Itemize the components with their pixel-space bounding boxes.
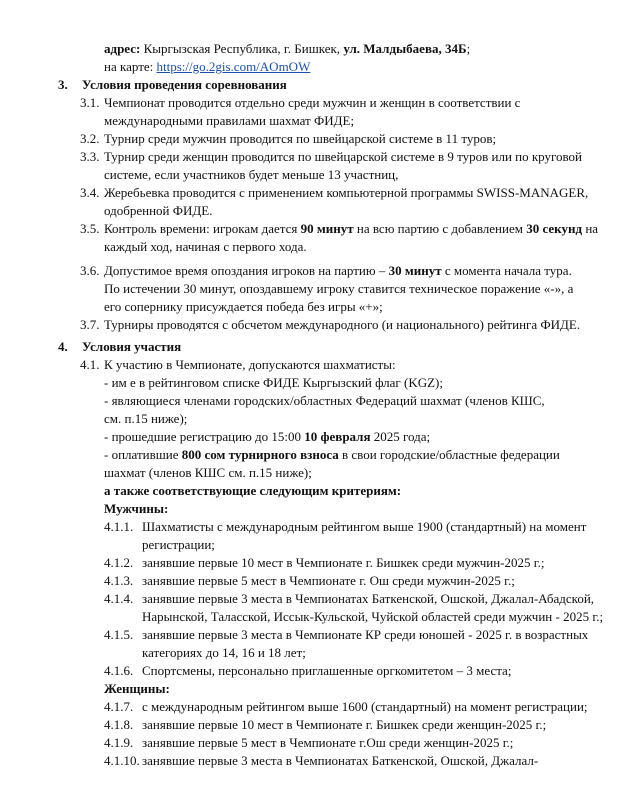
item-number: 4.1.2. [104,555,134,570]
item-number: 3.5. [80,221,100,236]
address-tail: ; [466,41,471,56]
item-number: 3.6. [80,263,100,278]
item-3-5 [80,221,599,237]
registration-date: 10 февраля [304,429,371,444]
item-4-1-4-cont: Нарынской, Таласской, Иссык-Кульской, Чуйской областей среди мужчин - 2025 г.; [142,609,604,624]
item-number: 3.1. [80,95,100,110]
entry-fee: 800 сом турнирного взноса [181,447,339,462]
item-3-4 [80,185,589,201]
item-text: Жеребьевка проводится с применением компьютерной программы SWISS-MANAGER, [104,185,589,200]
text-run: на всю партию с добавлением [353,221,527,236]
text-run: на [582,221,599,236]
item-text: Чемпионат проводится отдельно среди мужчин и женщин в соответствии с [104,95,521,110]
item-3-6 [80,263,572,279]
item-text: Спортсмены, персонально приглашенные оргкомитетом – 3 места; [142,663,512,678]
item-4-1-3 [104,573,515,589]
item-4-1 [80,357,396,373]
time-control-seconds: 30 секунд [526,221,583,236]
item-4-1-1-cont: регистрации; [142,537,215,552]
bullet-fee-cont: шахмат (членов КШС см. п.15 ниже); [104,465,312,480]
map-line [104,59,310,75]
women-heading: Женщины: [104,681,170,696]
criteria-heading: а также соответствующие следующим критериям: [104,483,402,498]
item-number: 4.1.10. [104,753,140,768]
item-text: занявшие первые 10 мест в Чемпионате г. Бишкек среди мужчин-2025 г.; [142,555,545,570]
item-text: занявшие первые 10 мест в Чемпионате г. Бишкек среди женщин-2025 г.; [142,717,547,732]
address-street: ул. Малдыбаева, 34Б [343,41,467,56]
item-number: 4.1.9. [104,735,134,750]
address-label: адрес: [104,41,141,56]
item-number: 4.1.8. [104,717,134,732]
bullet-federation-members-cont: см. п.15 ниже); [104,411,188,426]
text-run: Контроль времени: игрокам дается [104,221,301,236]
item-number: 4.1.5. [104,627,134,642]
bullet-fide-list: - им е в рейтинговом списке ФИДЕ Кыргызский флаг (KGZ); [104,375,443,390]
item-4-1-7 [104,699,588,715]
item-text: занявшие первые 5 мест в Чемпионате г.Ош среди женщин-2025 г.; [142,735,514,750]
item-text: занявшие первые 3 места в Чемпионатах Баткенской, Ошской, Джалал-Абадской, [142,591,595,606]
bullet-registration [104,429,430,445]
text-run: 2025 года; [370,429,431,444]
text-run: в свои городские/областные федерации [338,447,560,462]
item-3-7 [80,317,581,333]
item-number: 4.1. [80,357,100,372]
item-number: 4.1.3. [104,573,134,588]
item-text [104,263,572,279]
item-3-3 [80,149,583,165]
item-3-2 [80,131,497,147]
item-3-6-cont: По истечении 30 минут, опоздавшему игроку ставится техническое поражение «-», а [104,281,574,296]
item-3-5-cont: каждый ход, начиная с первого хода. [104,239,307,254]
section-number: 4. [58,339,68,354]
item-text: занявшие первые 3 места в Чемпионате КР среди юношей - 2025 г. в возрастных [142,627,589,642]
item-4-1-4 [104,591,595,607]
item-text: Турнир среди мужчин проводится по швейцарской системе в 11 туров; [104,131,497,146]
item-4-1-9 [104,735,514,751]
bullet-fee [104,447,560,463]
text-run: с момента начала тура. [441,263,572,278]
item-text [104,221,598,237]
item-3-6-cont2: его сопернику присуждается победа без игры «+»; [104,299,383,314]
item-text: с международным рейтингом выше 1600 (стандартный) на момент регистрации; [142,699,588,714]
item-4-1-10 [104,753,539,769]
item-4-1-6 [104,663,512,679]
item-number: 4.1.4. [104,591,134,606]
item-text: Шахматисты с международным рейтингом выше 1900 (стандартный) на момент [142,519,587,534]
item-text: Турнир среди женщин проводится по швейцарской системе в 9 туров или по круговой [104,149,583,164]
item-3-1 [80,95,521,111]
item-number: 3.4. [80,185,100,200]
item-text: Турниры проводятся с обсчетом международного (и национального) рейтинга ФИДЕ. [104,317,581,332]
map-label: на карте: [104,59,157,74]
item-number: 4.1.7. [104,699,134,714]
section-title: Условия участия [82,339,182,354]
section-4-heading [58,339,182,355]
item-4-1-1 [104,519,587,535]
men-heading: Мужчины: [104,501,169,516]
address-text: Кыргызская Республика, г. Бишкек, [140,41,344,56]
text-run: Допустимое время опоздания игроков на партию – [104,263,389,278]
item-3-4-cont: одобренной ФИДЕ. [104,203,213,218]
item-3-1-cont: международными правилами шахмат ФИДЕ; [104,113,355,128]
item-4-1-5 [104,627,589,643]
bullet-federation-members: - являющиеся членами городских/областных Федераций шахмат (членов КШС, [104,393,545,408]
item-number: 4.1.6. [104,663,134,678]
address-line [104,41,470,57]
section-title: Условия проведения соревнования [82,77,287,92]
item-text: К участию в Чемпионате, допускаются шахматисты: [104,357,396,372]
item-4-1-8 [104,717,547,733]
item-number: 4.1.1. [104,519,134,534]
item-4-1-5-cont: категориях до 14, 16 и 18 лет; [142,645,306,660]
item-3-3-cont: системе, если участников будет меньше 13 участниц, [104,167,399,182]
map-link[interactable]: https://go.2gis.com/AOmOW [156,59,311,74]
item-4-1-2 [104,555,545,571]
item-number: 3.3. [80,149,100,164]
item-text: занявшие первые 3 места в Чемпионатах Баткенской, Ошской, Джалал- [142,753,539,768]
time-control-minutes: 90 минут [300,221,354,236]
section-3-heading [58,77,287,93]
late-minutes: 30 минут [388,263,442,278]
text-run: - оплатившие [104,447,182,462]
section-number: 3. [58,77,68,92]
text-run: - прошедшие регистрацию до 15:00 [104,429,305,444]
item-number: 3.7. [80,317,100,332]
item-text: занявшие первые 5 мест в Чемпионате г. Ош среди мужчин-2025 г.; [142,573,515,588]
item-number: 3.2. [80,131,100,146]
